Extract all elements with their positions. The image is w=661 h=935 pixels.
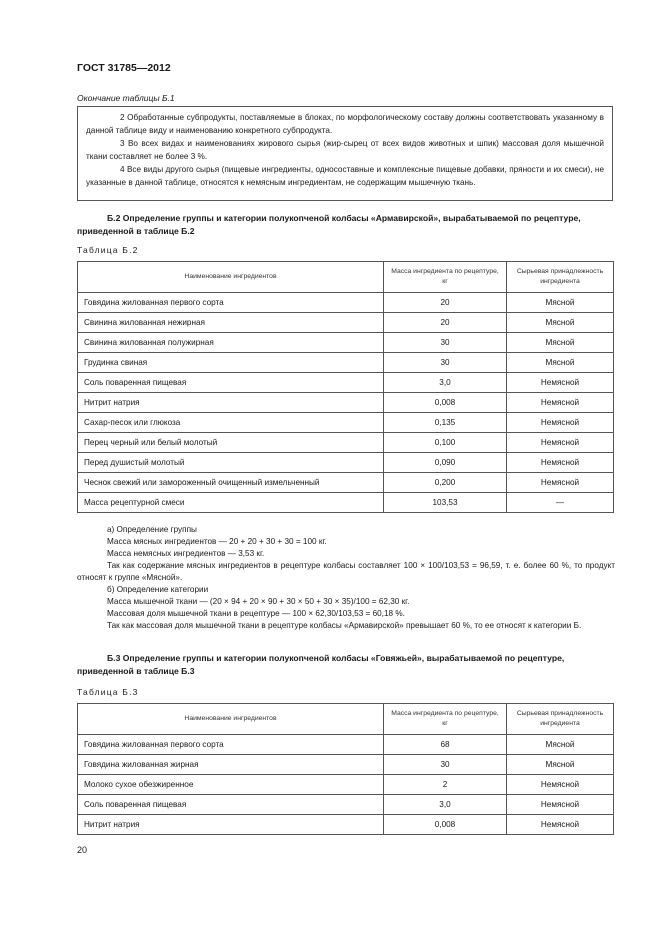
table-continuation-caption: Окончание таблицы Б.1 (77, 93, 175, 103)
ingredient-name-cell: Нитрит натрия (78, 815, 384, 835)
table-row (78, 353, 614, 373)
ingredient-mass-cell: 20 (384, 293, 507, 313)
ingredient-mass-cell: 0,100 (384, 433, 507, 453)
table-b2 (77, 261, 614, 513)
ingredient-mass-cell: 3,0 (384, 795, 507, 815)
table-header-row (78, 704, 614, 735)
table-row (78, 433, 614, 453)
table-b3-label: Таблица Б.3 (77, 687, 139, 697)
ingredient-category-cell: Немясной (507, 373, 614, 393)
ingredient-category-cell: Немясной (507, 775, 614, 795)
ingredient-mass-cell: 2 (384, 775, 507, 795)
table-row (78, 373, 614, 393)
calc-line: б) Определение категории (107, 585, 209, 594)
ingredient-category-cell: Мясной (507, 293, 614, 313)
column-header-mass: Масса ингредиента по рецептуре, кг (384, 262, 507, 293)
ingredient-category-cell: Мясной (507, 313, 614, 333)
calc-line: Масса мясных ингредиентов — 20 + 20 + 30 + 30 = 100 кг. (107, 537, 327, 546)
table-row (78, 313, 614, 333)
ingredient-mass-cell: 103,53 (384, 493, 507, 513)
table-row (78, 775, 614, 795)
ingredient-category-cell: Немясной (507, 393, 614, 413)
ingredient-mass-cell: 0,200 (384, 473, 507, 493)
calc-line: Масса мышечной ткани — (20 × 94 + 20 × 90 + 30 × 50 + 30 × 35)/100 = 62,30 кг. (107, 597, 410, 606)
ingredient-category-cell: Мясной (507, 735, 614, 755)
ingredient-name-cell: Перец черный или белый молотый (78, 433, 384, 453)
ingredient-mass-cell: 68 (384, 735, 507, 755)
ingredient-name-cell: Свинина жилованная полужирная (78, 333, 384, 353)
calc-line: Так как содержание мясных ингредиентов в рецептуре колбасы составляет 100 × 100/103,53 = 96,59, т. е. более 60 %, то продукт относят к группе «Мясной». (77, 561, 615, 582)
ingredient-name-cell: Говядина жилованная первого сорта (78, 293, 384, 313)
table-row (78, 333, 614, 353)
ingredient-mass-cell: 30 (384, 333, 507, 353)
ingredient-name-cell: Свинина жилованная нежирная (78, 313, 384, 333)
calc-line: Масса немясных ингредиентов — 3,53 кг. (107, 549, 265, 558)
ingredient-category-cell: Мясной (507, 755, 614, 775)
ingredient-category-cell: Немясной (507, 453, 614, 473)
calc-line: Так как массовая доля мышечной ткани в рецептуре колбасы «Армавирской» превышает 60 %, то ее относят к категории Б. (107, 621, 582, 630)
ingredient-mass-cell: 0,008 (384, 393, 507, 413)
ingredient-mass-cell: 20 (384, 313, 507, 333)
document-header: ГОСТ 31785—2012 (77, 62, 171, 74)
calc-line: Массовая доля мышечной ткани в рецептуре — 100 × 62,30/103,53 = 60,18 %. (107, 609, 405, 618)
ingredient-category-cell: Немясной (507, 413, 614, 433)
note-3: 3 Во всех видах и наименованиях жирового сырья (жир-сырец от всех видов животных и шпик) массовая доля мышечной ткани составляет не более 3 %. (86, 139, 604, 161)
ingredient-name-cell: Перед душистый молотый (78, 453, 384, 473)
ingredient-name-cell: Грудинка свиная (78, 353, 384, 373)
ingredient-name-cell: Говядина жилованная жирная (78, 755, 384, 775)
ingredient-name-cell: Сахар-песок или глюкоза (78, 413, 384, 433)
ingredient-category-cell: — (507, 493, 614, 513)
table-b3 (77, 703, 614, 835)
ingredient-name-cell: Нитрит натрия (78, 393, 384, 413)
ingredient-name-cell: Молоко сухое обезжиренное (78, 775, 384, 795)
table-row (78, 493, 614, 513)
table-b2-label: Таблица Б.2 (77, 245, 139, 255)
table-row (78, 735, 614, 755)
table-row (78, 755, 614, 775)
section-b3-title: Б.3 Определение группы и категории полукопченой колбасы «Говяжьей», вырабатываемой по рецептуре, приведенной в таблице Б.3 (77, 653, 565, 676)
section-b2-title: Б.2 Определение группы и категории полукопченой колбасы «Армавирской», вырабатываемой по рецептуре, приведенной в таблице Б.2 (77, 213, 581, 236)
note-2: 2 Обработанные субпродукты, поставляемые в блоках, по морфологическому составу должны соответствовать указанному в данной таблице виду и наименованию конкретного субпродукта. (86, 113, 604, 135)
ingredient-category-cell: Немясной (507, 795, 614, 815)
ingredient-mass-cell: 3,0 (384, 373, 507, 393)
column-header-mass: Масса ингредиента по рецептуре, кг (384, 704, 507, 735)
table-b1-notes (77, 106, 613, 201)
ingredient-category-cell: Мясной (507, 333, 614, 353)
table-row (78, 795, 614, 815)
ingredient-category-cell: Немясной (507, 815, 614, 835)
ingredient-mass-cell: 0,135 (384, 413, 507, 433)
table-row (78, 815, 614, 835)
table-row (78, 413, 614, 433)
ingredient-mass-cell: 0,008 (384, 815, 507, 835)
table-row (78, 473, 614, 493)
ingredient-mass-cell: 30 (384, 353, 507, 373)
ingredient-name-cell: Масса рецептурной смеси (78, 493, 384, 513)
ingredient-mass-cell: 0,090 (384, 453, 507, 473)
column-header-name: Наименование ингредиентов (78, 704, 384, 735)
table-row (78, 393, 614, 413)
ingredient-mass-cell: 30 (384, 755, 507, 775)
note-4: 4 Все виды другого сырья (пищевые ингредиенты, односоставные и комплексные пищевые добавки, пряности и их смеси), не указанные в данной таблице, относятся к немясным ингредиентам, не содержащим мышечную ткань. (86, 165, 604, 187)
page-number: 20 (77, 845, 88, 855)
ingredient-category-cell: Немясной (507, 473, 614, 493)
table-header-row (78, 262, 614, 293)
table-row (78, 453, 614, 473)
ingredient-name-cell: Соль поваренная пищевая (78, 795, 384, 815)
ingredient-name-cell: Чеснок свежий или замороженный очищенный измельченный (78, 473, 384, 493)
column-header-name: Наименование ингредиентов (78, 262, 384, 293)
ingredient-name-cell: Соль поваренная пищевая (78, 373, 384, 393)
calc-line: а) Определение группы (107, 525, 197, 534)
column-header-category: Сырьевая принадлежность ингредиента (507, 704, 614, 735)
ingredient-category-cell: Мясной (507, 353, 614, 373)
ingredient-name-cell: Говядина жилованная первого сорта (78, 735, 384, 755)
calculation-block (77, 524, 615, 632)
table-row (78, 293, 614, 313)
column-header-category: Сырьевая принадлежность ингредиента (507, 262, 614, 293)
ingredient-category-cell: Немясной (507, 433, 614, 453)
